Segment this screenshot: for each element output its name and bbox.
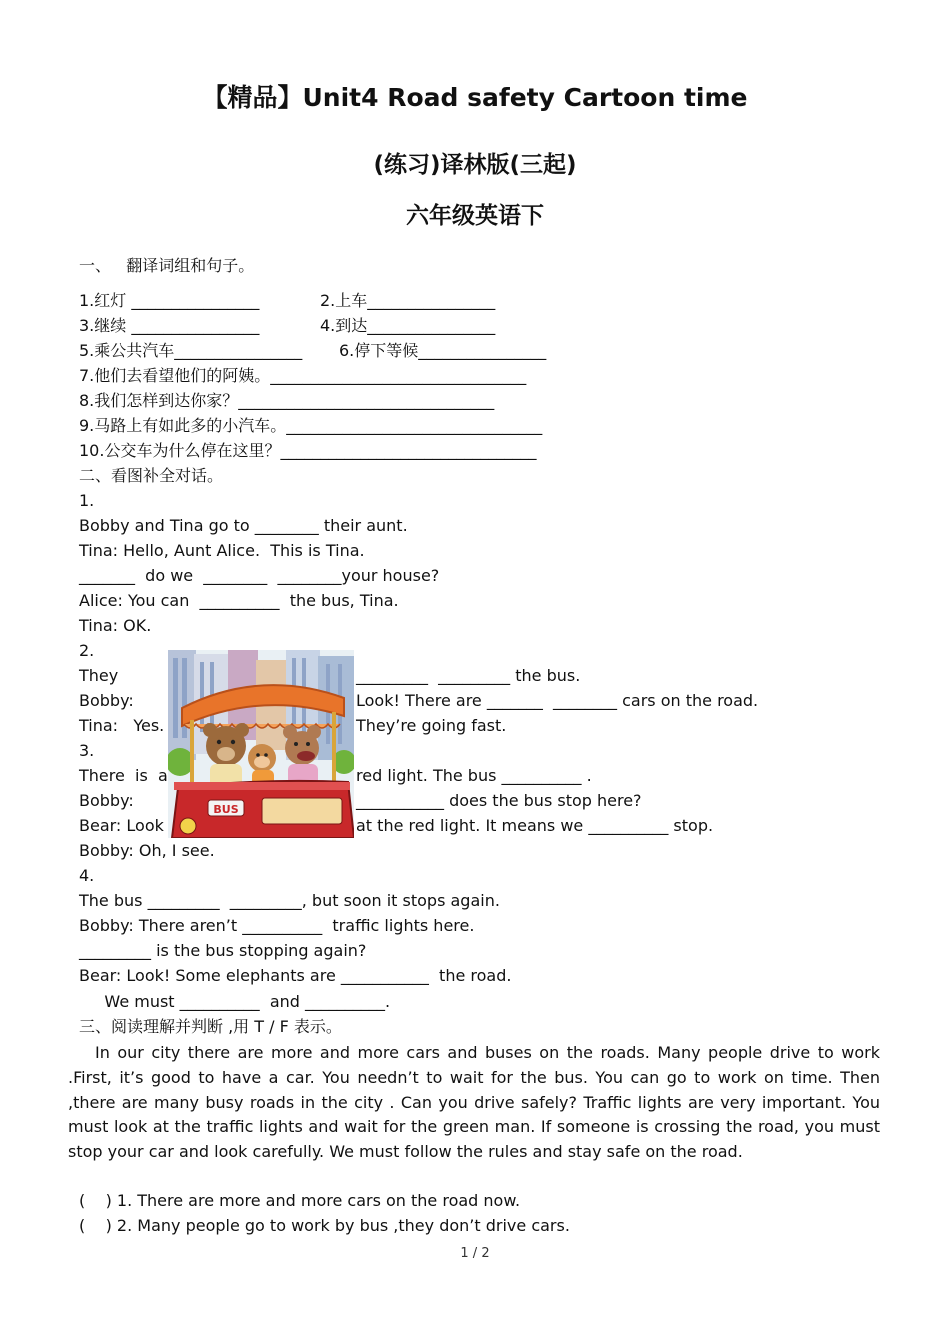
- s2-line: They: [79, 666, 119, 685]
- s2-line: The bus _________ _________, but soon it stops again.: [79, 891, 500, 910]
- s1-item-10: 10.公交车为什么停在这里？________________________________: [79, 441, 537, 460]
- s1-item-6: 6.停下等候________________: [339, 341, 547, 360]
- s1-item-9: 9.马路上有如此多的小汽车。________________________________: [79, 416, 543, 435]
- s2-right-line: Look! There are _______ ________ cars on the road.: [356, 691, 759, 710]
- s2-line: There is a: [79, 766, 168, 785]
- reading-passage: In our city there are more and more cars and buses on the roads. Many people drive to work .First, it’s good to have a car. You needn’t to wait for the bus. You can go to work on time. Then ,there are many busy roads in the city . Can you drive safely? Traffic lights are very important. You must look at the traffic lights and wait for the green man. If someone is crossing the road, you must stop your car and look carefully. We must follow the rules and stay safe on the road.: [68, 1043, 880, 1162]
- s2-line: We must __________ and __________.: [79, 992, 391, 1011]
- s1-item-3: 3.继续 ________________: [79, 316, 260, 335]
- s1-item-2: 2.上车________________: [320, 291, 496, 310]
- page-title: 【精品】Unit4 Road safety Cartoon time: [202, 83, 748, 112]
- s2-line: Bobby: Oh, I see.: [79, 841, 215, 860]
- s2-line: 2.: [79, 641, 95, 660]
- s1-item-4: 4.到达________________: [320, 316, 496, 335]
- bus-sign-text: BUS: [213, 803, 239, 816]
- s2-line: _______ do we ________ ________your house?: [79, 566, 440, 585]
- s2-right-line: _________ _________ the bus.: [356, 666, 581, 685]
- s1-item-5: 5.乘公共汽车________________: [79, 341, 303, 360]
- s2-line: Bear: Look: [79, 816, 164, 835]
- s2-line: Bobby:: [79, 791, 134, 810]
- s2-line: Alice: You can __________ the bus, Tina.: [79, 591, 399, 610]
- s2-line: 3.: [79, 741, 95, 760]
- s2-line: _________ is the bus stopping again?: [79, 941, 367, 960]
- s2-line: Bear: Look! Some elephants are ___________ the road.: [79, 966, 512, 985]
- s2-right-line: red light. The bus __________ .: [356, 766, 592, 785]
- section-2-heading: 二、看图补全对话。: [79, 466, 224, 485]
- s2-right-line: They’re going fast.: [356, 716, 507, 735]
- page-number: 1 / 2: [460, 1246, 490, 1261]
- s2-line: 4.: [79, 866, 95, 885]
- page-subtitle: (练习)译林版(三起): [373, 152, 577, 178]
- s1-item-1: 1.红灯 ________________: [79, 291, 260, 310]
- s2-right-line: at the red light. It means we __________ stop.: [356, 816, 714, 835]
- s2-line: Tina: Hello, Aunt Alice. This is Tina.: [79, 541, 365, 560]
- s2-line: 1.: [79, 491, 95, 510]
- s2-line: Tina: OK.: [79, 616, 152, 635]
- section-1-heading: 一、 翻译词组和句子。: [79, 256, 255, 275]
- s2-line: Bobby:: [79, 691, 134, 710]
- s2-line: Tina: Yes.: [79, 716, 165, 735]
- section-3-heading: 三、阅读理解并判断 ,用 T / F 表示。: [79, 1017, 342, 1036]
- s2-line: Bobby and Tina go to ________ their aunt.: [79, 516, 408, 535]
- s1-item-7: 7.他们去看望他们的阿姨。________________________________: [79, 366, 527, 385]
- tf-question-1: ( ) 1. There are more and more cars on the road now.: [79, 1191, 521, 1210]
- grade-title: 六年级英语下: [406, 203, 544, 229]
- tf-question-2: ( ) 2. Many people go to work by bus ,they don’t drive cars.: [79, 1216, 570, 1235]
- bus-cartoon-image: [168, 650, 354, 838]
- s2-right-line: ___________ does the bus stop here?: [356, 791, 642, 810]
- s1-item-8: 8.我们怎样到达你家？________________________________: [79, 391, 495, 410]
- s2-line: Bobby: There aren’t __________ traffic lights here.: [79, 916, 475, 935]
